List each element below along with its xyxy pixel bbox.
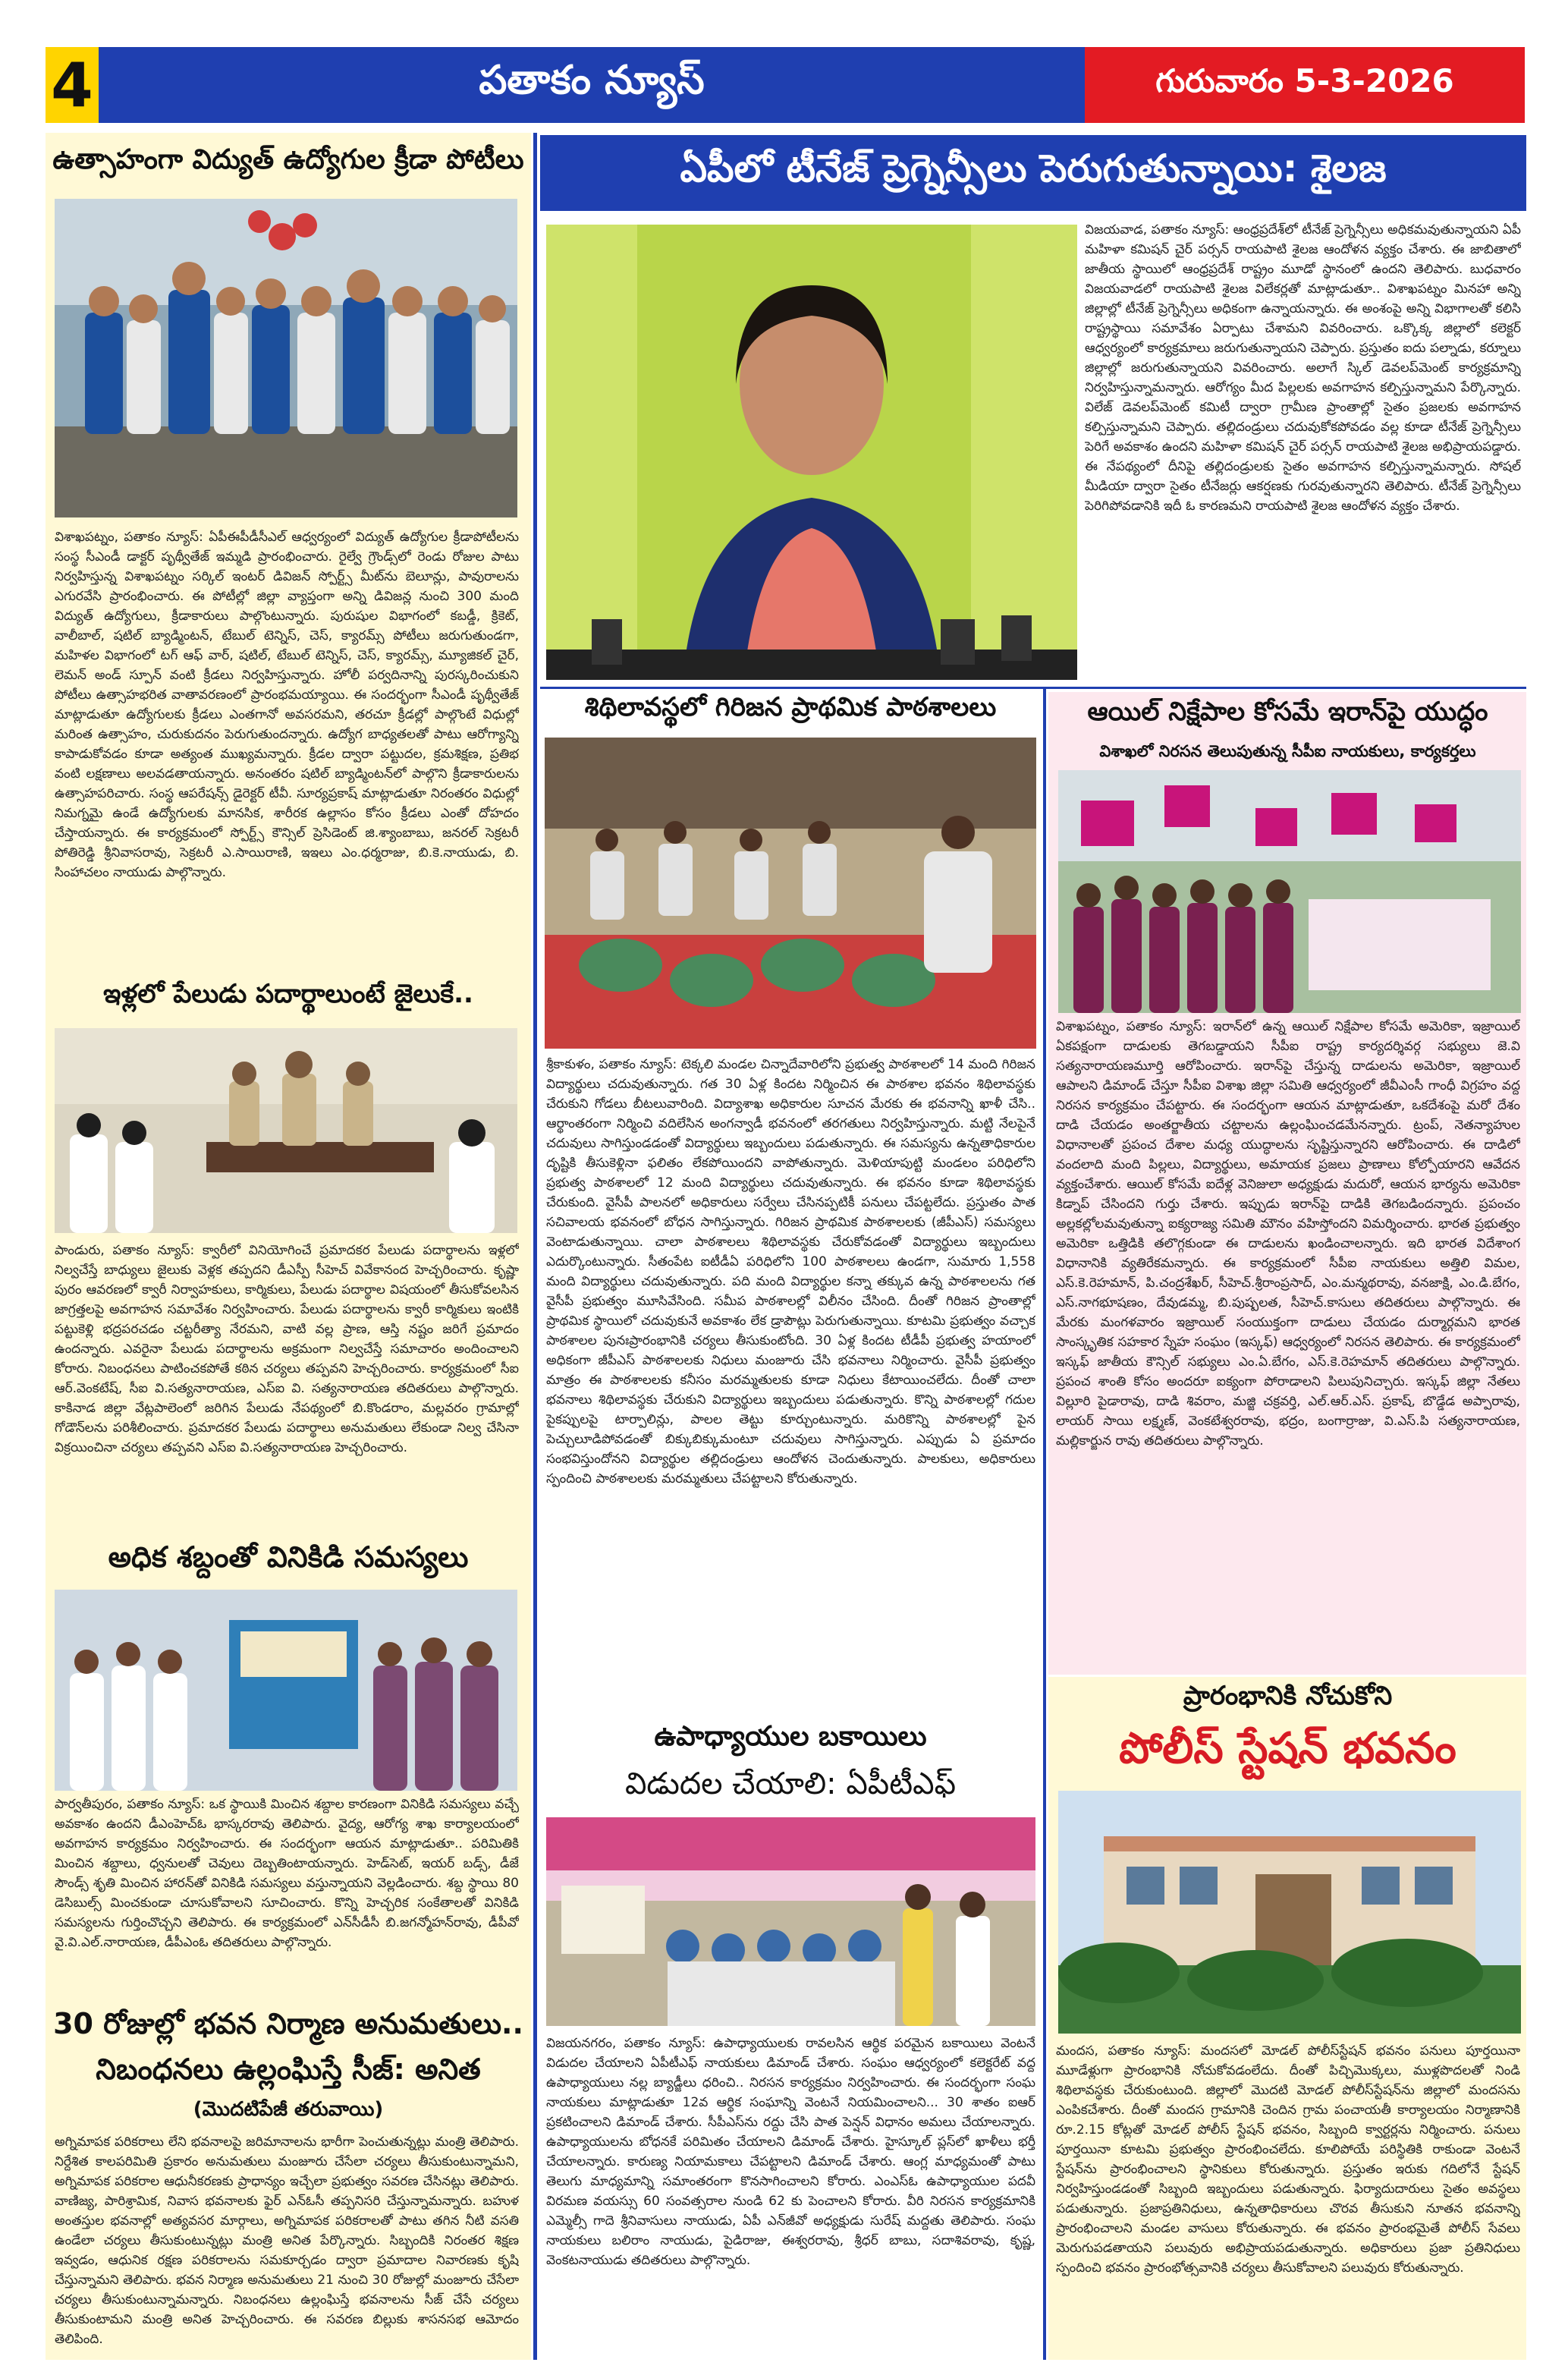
article-teachers-headline-2: విడుదల చేయాలి: ఏపీటీఎఫ్ — [624, 1766, 957, 1801]
article-building-headline-2: నిబంధనలు ఉల్లంఘిస్తే సీజ్: అనిత — [96, 2053, 481, 2086]
column-divider — [533, 133, 537, 2360]
article-iran-subheading: విశాఖలో నిరసన తెలుపుతున్న సీపీఐ నాయకులు, కార్యకర్తలు — [1099, 742, 1476, 760]
article-schools-headline: శిథిలావస్థలో గిరిజన ప్రాథమిక పాఠశాలలు — [584, 692, 997, 722]
section-divider — [540, 687, 1526, 689]
masthead: పతాకం న్యూస్ — [99, 47, 1085, 123]
article-noise-body: పార్వతీపురం, పతాకం న్యూస్: ఒక స్థాయికి మించిన శబ్దాల కారణంగా వినికిడి సమస్యలు వచ్చే అవకాశం ఉందని డీఎంహెచ్ఓ భాస్కరరావు తెలిపారు. వైద్య, ఆరోగ్య శాఖ కార్యాలయంలో అవగాహన కార్యక్రమం నిర్వహించారు. ఈ సందర్భంగా ఆయన మాట్లాడుతూ.. పరిమితికి మించిన శబ్దాలు, ధ్వనులతో చెవులు దెబ్బతింటాయన్నారు. హెడ్‌సెట్, ఇయర్ బడ్స్, డీజే సౌండ్స్ శృతి మించిన హారన్‌తో వినికిడి సమస్యలు వస్తున్నాయని వెల్లడించారు. శబ్ద స్థాయి 80 డెసిబుల్స్ మించకుండా చూసుకోవాలని సూచించారు. కొన్ని హెచ్చరిక సంకేతాలతో వినికిడి సమస్యలను గుర్తించొచ్చని తెలిపారు. ఈ కార్యక్రమంలో ఎన్‌సీడీసీ బి.జగన్మోహన్‌రావు, డీపీవో వై.వి.ఎల్.నారాయణ, డీపీఎంఓ తదితరులు పాల్గొన్నారు. — [55, 1797, 519, 1950]
continued-label: (మొదటిపేజీ తరువాయి) — [193, 2098, 384, 2121]
article-sports-body: విశాఖపట్నం, పతాకం న్యూస్: ఏపీఈపీడీసీఎల్ ఆధ్వర్యంలో విద్యుత్ ఉద్యోగుల క్రీడాపోటీలను సంస్థ సీఎండీ డాక్టర్ పృథ్వీతేజ్ ఇమ్మడి ప్రారంభించారు. రైల్వే గ్రౌండ్స్‌లో రెండు రోజుల పాటు నిర్వహిస్తున్న విశాఖపట్నం సర్కిల్ ఇంటర్ డివిజన్ స్పోర్ట్స్ మీట్‌ను బెలూన్లు, పావురాలను ఎగురవేసి ప్రారంభించారు. ఈ పోటీల్లో జిల్లా వ్యాప్తంగా అన్ని డివిజన్ల నుంచి 300 మంది విద్యుత్ ఉద్యోగులు, క్రీడాకారులు పాల్గొంటున్నారు. పురుషుల విభాగంలో కబడ్డీ, క్రికెట్, వాలీబాల్, షటిల్ బ్యాడ్మింటన్, టేబుల్ టెన్నిస్, చెస్, క్యారమ్స్ పోటీలు జరుగుతుండగా, మహిళల విభాగంలో టగ్ ఆఫ్ వార్, షటిల్, టేబుల్ టెన్నిస్, చెస్, క్యారమ్స్, మ్యూజికల్ చైర్, లెమన్ అండ్ స్పూన్ వంటి క్రీడలు నిర్వహిస్తున్నారు. హోలీ పర్వదినాన్ని పురస్కరించుకుని పోటీలు ఉత్సాహభరిత వాతావరణంలో ప్రారంభమయ్యాయి. ఈ సందర్భంగా సీఎండీ పృథ్వీతేజ్ మాట్లాడుతూ ఉద్యోగులకు క్రీడలు ఎంతగానో అవసరమని, తరచూ క్రీడల్లో పాల్గొంటే విధుల్లో మరింత ఉత్సాహం, చురుకుదనం పెరుగుతుందన్నారు. ఉద్యోగ బాధ్యతలతో పాటు ఆరోగ్యాన్ని కాపాడుకోవడం కూడా అత్యంత ముఖ్యమన్నారు. క్రీడల ద్వారా పట్టుదల, క్రమశిక్షణ, ప్రతిభ వంటి లక్షణాలు అలవడతాయన్నారు. అనంతరం షటిల్ బ్యాడ్మింటన్‌లో పాల్గొని క్రీడాకారులను ఉత్సాహపరిచారు. సంస్థ ఆపరేషన్స్ డైరెక్టర్ టీవీ. సూర్యప్రకాష్ మాట్లాడుతూ నిరంతరం విధుల్లో నిమగ్నమై ఉండే ఉద్యోగులకు మానసిక, శారీరక ఉల్లాసం కోసం క్రీడలు ఎంతో దోహదం చేస్తాయన్నారు. ఈ కార్యక్రమంలో స్పోర్ట్స్ కౌన్సిల్ ప్రెసిడెంట్ జి.శ్యాంబాబు, జనరల్ సెక్రటరీ పోతిరెడ్డి శ్రీనివాసరావు, సెక్రటరీ ఎ.సాయిరాణి, ఇఇలు ఎం.ధర్మరాజు, బి.కె.నాయుడు, బి. సింహాచలం నాయుడు పాల్గొన్నారు. — [55, 530, 519, 880]
cpi-protest-photo — [1058, 770, 1521, 1013]
article-sports-headline: ఉత్సాహంగా విద్యుత్ ఉద్యోగుల క్రీడా పోటీలు — [52, 144, 524, 175]
article-building-headline-1: 30 రోజుల్లో భవన నిర్మాణ అనుమతులు.. — [53, 2007, 523, 2040]
main-headline: ఏపీలో టీనేజ్ ప్రెగ్నెన్సీలు పెరుగుతున్నాయి: శైలజ — [540, 135, 1526, 211]
date-banner: గురువారం 5-3-2026 — [1085, 47, 1525, 123]
tribal-school-photo — [545, 738, 1036, 1049]
article-noise-headline: అధిక శబ్దంతో వినికిడి సమస్యలు — [108, 1540, 469, 1574]
article-police-headline-1: ప్రారంభానికి నోచుకోని — [1183, 1681, 1393, 1711]
sports-event-photo — [55, 199, 517, 517]
column-divider-2 — [1043, 689, 1046, 2360]
article-building-body: అగ్నిమాపక పరికరాలు లేని భవనాలపై జరిమానాలను భారీగా పెంచుతున్నట్లు మంత్రి తెలిపారు. నిర్దేశిత కాలపరిమితి ప్రకారం అనుమతులు మంజూరు చేసేలా చర్యలు తీసుకుంటున్నామని, అగ్నిమాపక పరికరాల ఆధునీకరణకు ప్రాధాన్యం ఇచ్చేలా ప్రభుత్వం సవరణ చేసినట్లు తెలిపారు. వాణిజ్య, పారిశ్రామిక, నివాస భవనాలకు ఫైర్ ఎన్‌ఓసీ తప్పనిసరి చేస్తున్నామన్నారు. బహుళ అంతస్తుల భవనాల్లో అత్యవసర మార్గాలు, అగ్నిమాపక పరికరాలతో పాటు తగిన నీటి వసతి ఉండేలా చర్యలు తీసుకుంటున్నట్లు మంత్రి అనిత పేర్కొన్నారు. సిబ్బందికి నిరంతర శిక్షణ ఇవ్వడం, ఆధునిక రక్షణ పరికరాలను సమకూర్చడం ద్వారా ప్రమాదాల నివారణకు కృషి చేస్తున్నామని తెలిపారు. భవన నిర్మాణ అనుమతులు 21 నుంచి 30 రోజుల్లో మంజూరు చేసేలా చర్యలు తీసుకుంటున్నామన్నారు. నిబంధనలు ఉల్లంఘిస్తే భవనాలను సీజ్ చేసే చర్యలు తీసుకుంటామని మంత్రి అనిత హెచ్చరించారు. ఈ సవరణ బిల్లుకు శాసనసభ ఆమోదం తెలిపింది. — [55, 2134, 519, 2347]
page-number: 4 — [46, 47, 99, 123]
article-police-headline-2: పోలీస్ స్టేషన్ భవనం — [1119, 1724, 1456, 1773]
sailaja-photo — [546, 225, 1077, 680]
teachers-protest-photo — [546, 1817, 1035, 2026]
article-teachers-body: విజయనగరం, పతాకం న్యూస్: ఉపాధ్యాయులకు రావలసిన ఆర్థిక పరమైన బకాయిలు వెంటనే విడుదల చేయాలని ఏపీటీఎఫ్ నాయకులు డిమాండ్ చేశారు. సంఘం ఆధ్వర్యంలో కలెక్టరేట్ వద్ద ఉపాధ్యాయులు నల్ల బ్యాడ్జీలు ధరించి.. నిరసన కార్యక్రమం నిర్వహించారు. ఈ సందర్భంగా సంఘ నాయకులు మాట్లాడుతూ 12వ ఆర్థిక సంఘాన్ని వెంటనే నియమించాలని... 30 శాతం ఐఆర్ ప్రకటించాలని డిమాండ్ చేశారు. సీపీఎస్‌ను రద్దు చేసి పాత పెన్షన్ విధానం అమలు చేయాలన్నారు. ఉపాధ్యాయులను బోధనకే పరిమితం చేయాలని డిమాండ్ చేశారు. హైస్కూల్ ప్లస్‌లో ఖాళీలు భర్తీ చేయాలన్నారు. కారుణ్య నియామకాలు చేపట్టాలని డిమాండ్ చేశారు. ఆంగ్ల మాధ్యమంతో పాటు తెలుగు మాధ్యమాన్ని సమాంతరంగా కొనసాగించాలని కోరారు. ఎంఎస్ఓ ఉపాధ్యాయుల పదవీ విరమణ వయస్సు 60 సంవత్సరాల నుండి 62 కు పెంచాలని కోరారు. వీరి నిరసన కార్యక్రమానికి ఎమ్మెల్సీ గాదె శ్రీనివాసులు నాయుడు, ఏపీ ఎన్‌జీవో అధ్యక్షుడు సురేష్ మద్దతు తెలిపారు. సంఘ నాయకులు బలిరాం నాయుడు, పైడిరాజు, ఈశ్వరరావు, శ్రీధర్ బాబు, సదాశివరావు, కృష్ణ, వెంకటనాయుడు తదితరులు పాల్గొన్నారు. — [546, 2036, 1035, 2268]
article-iran-body: విశాఖపట్నం, పతాకం న్యూస్: ఇరాన్‌లో ఉన్న ఆయిల్ నిక్షేపాల కోసమే అమెరికా, ఇజ్రాయిల్ ఏకపక్షంగా దాడులకు తెగబడ్డాయని సీపీఐ రాష్ట్ర కార్యదర్శివర్గ సభ్యులు జె.వి సత్యనారాయణమూర్తి ఆరోపించారు. ఇరాన్‌పై చేస్తున్న దాడులను అమెరికా, ఇజ్రాయిల్ ఆపాలని డిమాండ్ చేస్తూ సీపీఐ విశాఖ జిల్లా సమితి ఆధ్వర్యంలో జీవీఎంసీ గాంధీ విగ్రహం వద్ద నిరసన కార్యక్రమం చేపట్టారు. ఈ సందర్భంగా ఆయన మాట్లాడుతూ, ఒకదేశంపై మరో దేశం దాడి చేయడం అంతర్జాతీయ చట్టాలను ఉల్లంఘించడమేనన్నారు. ట్రంప్, నెతన్యాహుల విధానాలతో ప్రపంచ దేశాల మధ్య యుద్ధాలను సృష్టిస్తున్నారని ఆరోపించారు. ఈ దాడిలో వందలాది మంది పిల్లలు, విద్యార్థులు, అమాయక ప్రజలు ప్రాణాలు కోల్పోయారని ఆవేదన వ్యక్తంచేశారు. ఆయిల్ కోసమే ఐదేళ్ల వెనిజులా అధ్యక్షుడు మదురో, ఆయన భార్యను అమెరికా కిడ్నాప్ చేసిందని గుర్తు చేశారు. ఇప్పుడు ఇరాన్‌పై దాడికి తెగబడిందన్నారు. ప్రపంచం అల్లకల్లోలమవుతున్నా ఐక్యరాజ్య సమితి మౌనం వహిస్తోందని విమర్శించారు. భారత ప్రభుత్వం అమెరికా ఒత్తిడికి తలొగ్గకుండా ఈ దాడులను ఖండించాలన్నారు. ఇది భారత విదేశాంగ విధానానికి వ్యతిరేకమన్నారు. ఈ కార్యక్రమంలో సీపీఐ నాయకులు అత్తిలి విమల, ఎస్.కె.రెహమాన్, పి.చంద్రశేఖర్, సీహెచ్.శ్రీరాంప్రసాద్, ఎం.మన్మథరావు, వనజాక్షి, ఎం.డి.బేగం, ఎస్.నాగభూషణం, దేవుడమ్మ, బి.పుష్పలత, సీహెచ్.కాసులు తదితరులు పాల్గొన్నారు. ఈ మేరకు మంగళవారం ఇజ్రాయిల్ సంయుక్తంగా దాడులు చేయడం దుర్మార్గమని భారత సాంస్కృతిక సహకార స్నేహ సంఘం (ఇస్కఫ్) ఆధ్వర్యంలో నిరసన తెలిపారు. ఈ కార్యక్రమంలో ఇస్కఫ్ జాతీయ కౌన్సిల్ సభ్యులు ఎం.ఏ.బేగం, ఎస్.కె.రెహమాన్ తదితరులు పాల్గొన్నారు. ప్రపంచ శాంతి కోసం అందరూ ఐక్యంగా పోరాడాలని పిలుపునిచ్చారు. ఇస్కఫ్ జిల్లా నేతలు విల్లూరి పైడారావు, దాడి శివరాం, మజ్జి చక్రవర్తి, ఎల్.ఆర్.ఎస్. ప్రకాష్, బొడ్డేడ అప్పారావు, లాయర్ సాయి లక్ష్మణ్, వెంకటేశ్వరరావు, భద్రం, బంగార్రాజు, వి.ఎస్.పి సత్యనారాయణ, మల్లికార్జున రావు తదితరులు పాల్గొన్నారు. — [1056, 1019, 1520, 1449]
police-meeting-photo — [55, 1028, 517, 1233]
article-schools-body: శ్రీకాకుళం, పతాకం న్యూస్: టెక్కలి మండల చిన్నాదేవారిలోని ప్రభుత్వ పాఠశాలలో 14 మంది గిరిజన విద్యార్థులు చదువుతున్నారు. గత 30 ఏళ్ల కిందట నిర్మించిన ఈ పాఠశాల భవనం శిథిలావస్థకు చేరుకుని గోడలు బీటలువారింది. విద్యాశాఖ అధికారుల సూచన మేరకు ఈ భవనాన్ని ఖాళీ చేసి.. ఆర్థాంతరంగా నిర్మించి వదిలేసిన అంగన్వాడీ భవనంలో తరగతులు నిర్వహిస్తున్నారు. మట్టి నేలపైనే చదువులు సాగిస్తుండడంతో విద్యార్థులు ఇబ్బందులు పడుతున్నారు. ఈ సమస్యను ఉన్నతాధికారుల దృష్టికి తీసుకెళ్లినా ఫలితం లేకపోయిందని వాపోతున్నారు. మెళియాపుట్టి మండలం పరిధిలోని ప్రభుత్వ పాఠశాలలో 12 మంది విద్యార్థులు చదువుతున్నారు. ఈ భవనం కూడా శిథిలావస్థకు చేరుకుంది. వైసీపీ పాలనలో అధికారులు సర్వేలు చేసినప్పటికీ పనులు చేపట్టలేదు. ప్రస్తుతం పాత సచివాలయ భవనంలో బోధన సాగిస్తున్నారు. గిరిజన ప్రాథమిక పాఠశాలలకు (జీపీఎస్) సమస్యలు వెంటాడుతున్నాయి. చాలా పాఠశాలలు శిథిలావస్థకు చేరుకోవడంతో విద్యార్థులు ఇబ్బందులు ఎదుర్కొంటున్నారు. సీతంపేట ఐటీడీఏ పరిధిలోని 100 పాఠశాలలు ఉండగా, సుమారు 1,558 మంది విద్యార్థులు చదువుతున్నారు. పది మంది విద్యార్థుల కన్నా తక్కువ ఉన్న పాఠశాలలను గత వైసీపీ ప్రభుత్వం మూసివేసింది. సమీప పాఠశాలల్లో విలీనం చేసింది. దీంతో గిరిజన ప్రాంతాల్లో ప్రాథమిక స్థాయిలో చదువుకునే అవకాశం లేక డ్రాపౌట్లు పెరుగుతున్నాయి. కూటమి ప్రభుత్వం వచ్చాక పాఠశాలల పునఃప్రారంభానికి చర్యలు తీసుకుంటోంది. 30 ఏళ్ల కిందట టీడీపీ ప్రభుత్వ హయాంలో అధికంగా జీపీఎస్ పాఠశాలలకు నిధులు మంజూరు చేసి భవనాలు నిర్మించారు. వైసీపీ ప్రభుత్వం మాత్రం ఈ పాఠశాలలకు కనీసం మరమ్మతులకు కూడా నిధులు కేటాయించలేదు. దీంతో చాలా భవనాలు శిథిలావస్థకు చేరుకుని విద్యార్థులు ఇబ్బందులు పడుతున్నారు. కొన్ని పాఠశాలల్లో గదుల పైకప్పులపై టార్పాలిన్లు, పాలల తెట్టు కూర్చుంటున్నారు. మరికొన్ని పాఠశాలల్లో పైన పెచ్చులూడిపోవడంతో బిక్కుబిక్కుమంటూ చదువులు సాగిస్తున్నారు. ఎప్పుడు ఏ ప్రమాదం సంభవిస్తుందోనని విద్యార్థుల తల్లిదండ్రులు ఆందోళన చెందుతున్నారు. పాలకులు, అధికారులు స్పందించి పాఠశాలలకు మరమ్మతులు చేపట్టాలని కోరుతున్నారు. — [546, 1057, 1035, 1486]
article-teachers-headline-1: ఉపాధ్యాయుల బకాయిలు — [654, 1721, 927, 1752]
health-awareness-photo — [55, 1590, 517, 1791]
article-explosives-headline: ఇళ్లలో పేలుడు పదార్థాలుంటే జైలుకే.. — [103, 979, 473, 1009]
police-station-photo — [1058, 1791, 1521, 2034]
article-police-body: మందస, పతాకం న్యూస్: మందసలో మోడల్ పోలీస్‌స్టేషన్ భవనం పనులు పూర్తయినా మూడేళ్లుగా ప్రారంభానికి నోచుకోవడంలేదు. దీంతో పిచ్చిమొక్కలు, ముళ్లపొదలతో నిండి శిథిలావస్థకు చేరుకుంటుంది. జిల్లాలో మొదటి మోడల్ పోలీస్‌స్టేషన్‌ను జిల్లాలో మందసను ఎంపికచేశారు. దీంతో మందస గ్రామానికి చెందిన గ్రామ పంచాయతీ కార్యాలయం నిర్మాణానికి రూ.2.15 కోట్లతో మోడల్ పోలీస్ స్టేషన్ భవనం, సిబ్బంది క్వార్టర్లను నిర్మించారు. పనులు పూర్తయినా కూటమి ప్రభుత్వం ప్రారంభించలేదు. కూలిపోయే పరిస్థితికి రాకుండా వెంటనే స్టేషన్‌ను ప్రారంభించాలని స్థానికులు కోరుతున్నారు. ప్రస్తుతం ఇరుకు గదిలోనే స్టేషన్ నిర్వహిస్తుండడంతో సిబ్బంది ఇబ్బందులు పడుతున్నారు. ఫిర్యాదుదారులు సైతం అవస్థలు పడుతున్నారు. ప్రజాప్రతినిధులు, ఉన్నతాధికారులు చొరవ తీసుకుని నూతన భవనాన్ని ప్రారంభించాలని మండల వాసులు కోరుతున్నారు. ఈ భవనం ప్రారంభమైతే పోలీస్ సేవలు మెరుగుపడతాయని పలువురు అభిప్రాయపడుతున్నారు. అధికారులు ప్రజా ప్రతినిధులు స్పందించి భవనం ప్రారంభోత్సవానికి చర్యలు తీసుకోవాలని పలువురు కోరుతున్నారు. — [1056, 2043, 1520, 2276]
lead-article-body: విజయవాడ, పతాకం న్యూస్: ఆంధ్రప్రదేశ్‌లో టీనేజ్ ప్రెగ్నెన్సీలు అధికమవుతున్నాయని ఏపీ మహిళా కమిషన్ చైర్ పర్సన్ రాయపాటి శైలజ ఆందోళన వ్యక్తం చేశారు. ఈ జాబితాలో జాతీయ స్థాయిలో ఆంధ్రప్రదేశ్ రాష్ట్రం మూడో స్థానంలో ఉందని తెలిపారు. బుధవారం విజయవాడలో రాయపాటి శైలజ విలేకర్లతో మాట్లాడుతూ.. విశాఖపట్నం మినహా అన్ని జిల్లాల్లో టీనేజ్ ప్రెగ్నెన్సీలు అధికంగా ఉన్నాయన్నారు. ఈ అంశంపై అన్ని విభాగాలతో కలిసి రాష్ట్రస్థాయి సమావేశం ఏర్పాటు చేశామని వివరించారు. ఒక్కొక్క జిల్లాలో కలెక్టర్ ఆధ్వర్యంలో కార్యక్రమాలు జరుగుతున్నాయని చెప్పారు. ప్రస్తుతం ఐదు పల్నాడు, కర్నూలు జిల్లాల్లో జరుగుతున్నాయని వివరించారు. అలాగే స్కిల్ డెవలప్‌మెంట్ కార్యక్రమాన్ని నిర్వహిస్తున్నామన్నారు. ఆరోగ్యం మీద పిల్లలకు అవగాహన కల్పిస్తున్నామని పేర్కొన్నారు. విలేజ్ డెవలప్‌మెంట్ కమిటీ ద్వారా గ్రామీణ ప్రాంతాల్లో సైతం ప్రజలకు అవగాహన కల్పిస్తున్నామని చెప్పారు. తల్లిదండ్రులు చదువుకోకపోవడం వల్ల కూడా టీనేజ్ ప్రెగ్నెన్సీలు పెరిగే అవకాశం ఉందని మహిళా కమిషన్ చైర్ పర్సన్ రాయపాటి శైలజ అభిప్రాయపడ్డారు. ఈ నేపథ్యంలో దీనిపై తల్లిదండ్రులకు సైతం అవగాహన కల్పిస్తున్నామన్నారు. సోషల్ మీడియా ద్వారా సైతం టీనేజర్లు ఆకర్షణకు గురవుతున్నారని తెలిపారు. టీనేజ్ ప్రెగ్నెన్సీలు పెరిగిపోవడానికి ఇదీ ఓ కారణమని రాయపాటి శైలజ ఆందోళన వ్యక్తం చేశారు. — [1085, 222, 1521, 514]
article-explosives-body: పాండురు, పతాకం న్యూస్: క్వారీలో వినియోగించే ప్రమాదకర పేలుడు పదార్థాలను ఇళ్లలో నిల్వచేస్తే బాధ్యులు జైలుకు వెళ్లక తప్పదని డీఎస్పీ సీహెచ్ వివేకానంద హెచ్చరించారు. కృష్ణా పురం ఆవరణలో క్వారీ నిర్వాహకులు, కార్మికులు, పేలుడు పదార్థాల విషయంలో తీసుకోవలసిన జాగ్రత్తలపై అవగాహన సమావేశం నిర్వహించారు. పేలుడు పదార్థాలను క్వారీ కార్మికులు ఇంటికి పట్టుకెళ్లి భద్రపరచడం చట్టరీత్యా నేరమని, వాటి వల్ల ప్రాణ, ఆస్తి నష్టం జరిగే ప్రమాదం ఉందన్నారు. ఎవరైనా పేలుడు పదార్థాలను అక్రమంగా నిల్వచేస్తే సమాచారం అందించాలని కోరారు. నిబంధనలు పాటించకపోతే కఠిన చర్యలు తప్పవని హెచ్చరించారు. కార్యక్రమంలో సీఐ ఆర్.వెంకటేష్, సీఐ వి.సత్యనారాయణ, ఎస్ఐ వి. సత్యనారాయణ తదితరులు పాల్గొన్నారు. కాకినాడ జిల్లా వేట్లపాలెంలో జరిగిన పేలుడు నేపథ్యంలో బి.కొండరాం, మల్లవరం గ్రామాల్లో గోడౌన్‌లను పరిశీలించారు. ప్రమాదకర పేలుడు పదార్థాలు అనుమతులు లేకుండా నిల్వ చేసినా విక్రయించినా చర్యలు తప్పవని ఎస్ఐ వి.సత్యనారాయణ హెచ్చరించారు. — [55, 1243, 519, 1455]
article-iran-headline: ఆయిల్ నిక్షేపాల కోసమే ఇరాన్‌పై యుద్ధం — [1087, 697, 1488, 727]
